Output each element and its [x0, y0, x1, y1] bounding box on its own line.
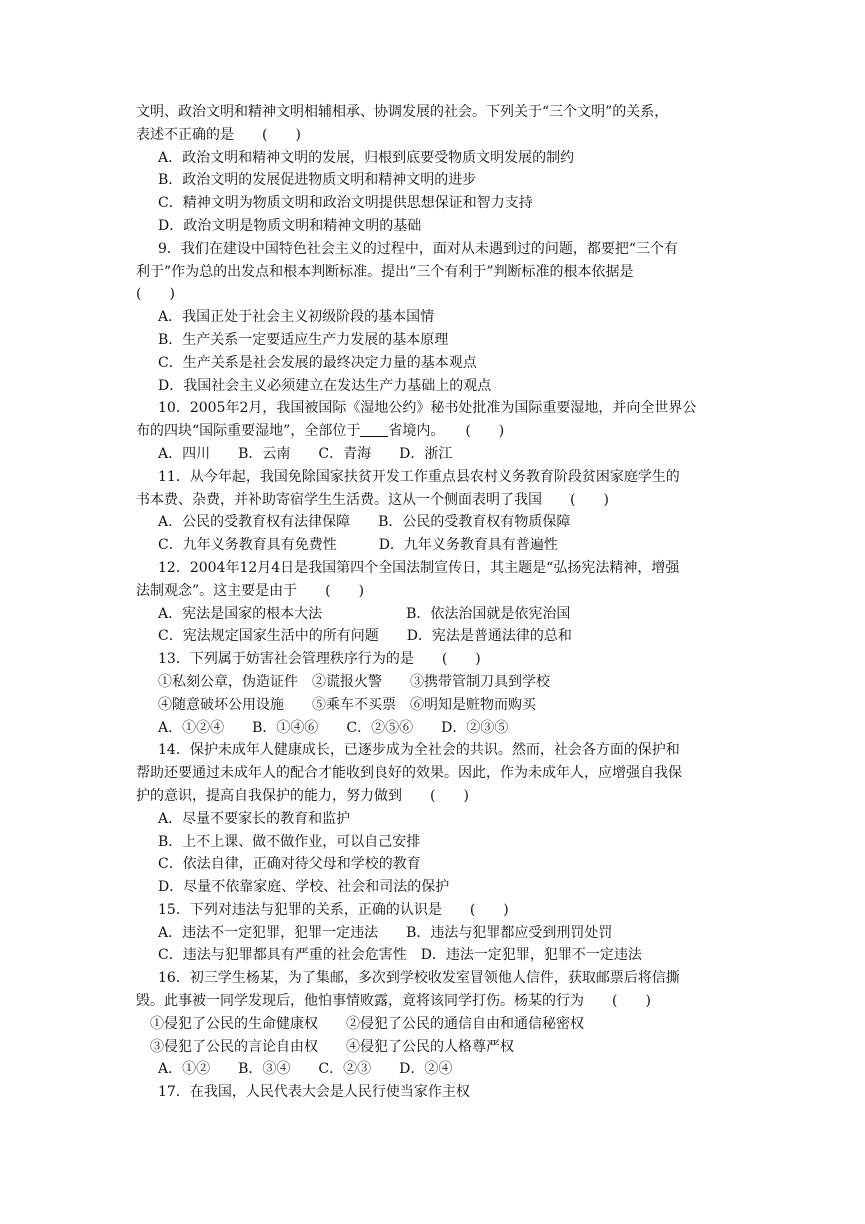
text-line	[136, 671, 736, 694]
line-text: A．①② B．③④ C．②③ D．②④	[158, 1061, 453, 1078]
text-line	[136, 762, 736, 785]
line-text: ①侵犯了公民的生命健康权 ②侵犯了公民的通信自由和通信秘密权	[136, 1015, 584, 1032]
text-line	[136, 534, 736, 557]
line-text: C．九年义务教育具有免费性 D．九年义务教育具有普遍性	[158, 537, 558, 554]
line-text: 布的四块“国际重要湿地”，全部位于	[136, 423, 361, 440]
text-line	[136, 739, 736, 762]
text-line	[136, 899, 736, 922]
text-line	[136, 922, 736, 945]
line-text: C．违法与犯罪都具有严重的社会危害性 D．违法一定犯罪，犯罪不一定违法	[158, 947, 642, 964]
text-line	[136, 1013, 736, 1036]
line-text: ③侵犯了公民的言论自由权 ④侵犯了公民的人格尊严权	[136, 1038, 514, 1055]
line-text: 文明、政治文明和精神文明相辅相承、协调发展的社会。下列关于“三个文明”的关系，	[136, 104, 669, 120]
line-text: 11．从今年起，我国免除国家扶贫开发工作重点县农村义务教育阶段贫困家庭学生的	[158, 468, 680, 485]
line-text: A．政治文明和精神文明的发展，归根到底要受物质文明发展的制约	[158, 149, 575, 166]
text-line	[136, 1036, 736, 1059]
text-line	[136, 1081, 736, 1104]
text-line	[136, 124, 736, 147]
line-text: B．上不上课、做不做作业，可以自己安排	[158, 833, 421, 850]
line-text: 12．2004年12月4日是我国第四个全国法制宣传日，其主题是“弘扬宪法精神，增强	[158, 559, 680, 576]
line-text: C．生产关系是社会发展的最终决定力量的基本观点	[158, 354, 477, 371]
line-text: 10．2005年2月，我国被国际《湿地公约》秘书处批准为国际重要湿地，并向全世界公	[158, 400, 697, 417]
text-line	[136, 967, 736, 990]
text-line	[136, 489, 736, 512]
text-line	[136, 831, 736, 854]
text-line	[136, 557, 736, 580]
text-line	[136, 625, 736, 648]
line-text: B．生产关系一定要适应生产力发展的基本原理	[158, 331, 449, 348]
text-line	[136, 603, 736, 626]
text-line	[136, 580, 736, 603]
line-text: A．公民的受教育权有法律保障 B．公民的受教育权有物质保障	[158, 514, 571, 531]
text-line	[136, 283, 736, 306]
text-line	[136, 648, 736, 671]
line-text-after-blank: 省境内。 ( )	[388, 423, 505, 440]
text-line	[136, 215, 736, 238]
line-text: 15．下列对违法与犯罪的关系，正确的认识是 ( )	[158, 901, 509, 918]
text-line	[136, 466, 736, 489]
text-line	[136, 397, 736, 420]
text-line	[136, 853, 736, 876]
text-line	[136, 808, 736, 831]
line-text: 毁。此事被一同学发现后，他怕事情败露，竟将该同学打伤。杨某的行为 ( )	[136, 993, 651, 1010]
text-line	[136, 876, 736, 899]
text-line	[136, 238, 736, 261]
text-line	[136, 944, 736, 967]
line-text: ( )	[136, 286, 175, 303]
line-text: D．尽量不依靠家庭、学校、社会和司法的保护	[158, 879, 450, 896]
text-line	[136, 1058, 736, 1081]
line-text: 13．下列属于妨害社会管理秩序行为的是 ( )	[158, 651, 481, 668]
text-line	[136, 101, 736, 124]
text-line	[136, 147, 736, 170]
text-line	[136, 329, 736, 352]
text-line	[136, 261, 736, 284]
line-text: A．我国正处于社会主义初级阶段的基本国情	[158, 309, 435, 326]
line-text: 17．在我国，人民代表大会是人民行使当家作主权	[158, 1084, 470, 1101]
text-line	[136, 352, 736, 375]
line-text: 护的意识，提高自我保护的能力，努力做到 ( )	[136, 787, 469, 804]
text-line	[136, 169, 736, 192]
line-text: 16．初三学生杨某，为了集邮，多次到学校收发室冒领他人信件，获取邮票后将信撕	[158, 970, 680, 987]
text-line	[136, 306, 736, 329]
line-text: 利于”作为总的出发点和根本判断标准。提出“三个有利于”判断标准的根本依据是	[136, 263, 634, 280]
text-line	[136, 443, 736, 466]
line-text: 表述不正确的是 ( )	[136, 126, 301, 143]
line-text: A．违法不一定犯罪，犯罪一定违法 B．违法与犯罪都应受到刑罚处罚	[158, 924, 613, 941]
line-text: A．宪法是国家的根本大法 B．依法治国就是依宪治国	[158, 605, 571, 622]
text-line	[136, 717, 736, 740]
fill-in-blank	[360, 422, 388, 437]
line-text: 帮助还要通过未成年人的配合才能收到良好的效果。因此，作为未成年人，应增强自我保	[136, 765, 682, 782]
line-text: 14．保护未成年人健康成长，已逐步成为全社会的共识。然而，社会各方面的保护和	[158, 742, 680, 759]
line-text: ④随意破坏公用设施 ⑤乘车不买票 ⑥明知是赃物而购买	[158, 696, 536, 713]
line-text: C．精神文明为物质文明和政治文明提供思想保证和智力支持	[158, 195, 533, 212]
line-text: 9．我们在建设中国特色社会主义的过程中，面对从未遇到过的问题，都要把“三个有	[158, 240, 679, 257]
text-line	[136, 420, 736, 443]
text-line	[136, 785, 736, 808]
text-line	[136, 511, 736, 534]
line-text: ①私刻公章，伪造证件 ②谎报火警 ③携带管制刀具到学校	[158, 673, 550, 690]
text-line	[136, 192, 736, 215]
line-text: C．宪法规定国家生活中的所有问题 D．宪法是普通法律的总和	[158, 628, 572, 645]
line-text: C．依法自律，正确对待父母和学校的教育	[158, 856, 421, 873]
line-text: A．①②④ B．①④⑥ C．②⑤⑥ D．②③⑤	[158, 719, 509, 736]
text-line	[136, 694, 736, 717]
text-line	[136, 990, 736, 1013]
line-text: D．政治文明是物质文明和精神文明的基础	[158, 217, 422, 234]
line-text: A．尽量不要家长的教育和监护	[158, 810, 351, 827]
line-text: B．政治文明的发展促进物质文明和精神文明的进步	[158, 172, 477, 189]
line-text: A．四川 B．云南 C．青海 D．浙江	[158, 445, 453, 462]
line-text: D．我国社会主义必须建立在发达生产力基础上的观点	[158, 377, 492, 394]
document-body	[136, 101, 736, 1104]
line-text: 法制观念”。这主要是由于 ( )	[136, 582, 365, 599]
text-line	[136, 375, 736, 398]
line-text: 书本费、杂费，并补助寄宿学生生活费。这从一个侧面表明了我国 ( )	[136, 491, 609, 508]
